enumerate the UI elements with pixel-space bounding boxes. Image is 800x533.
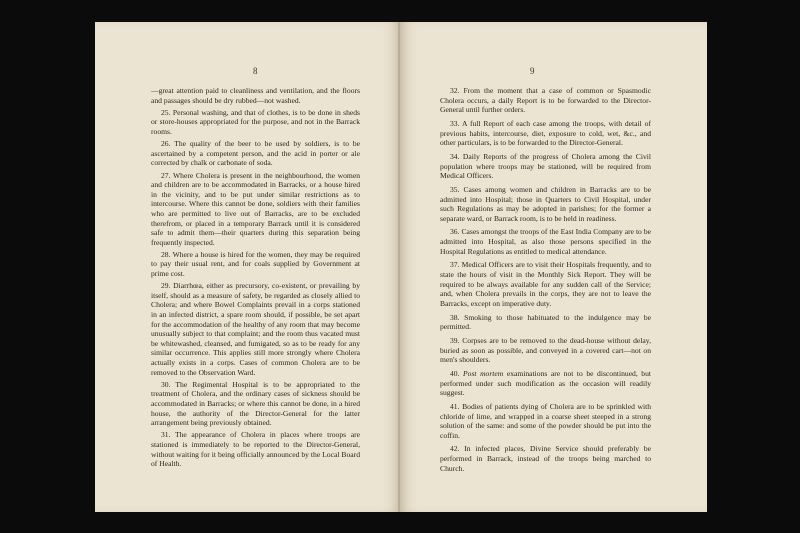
- left-paragraph: 26. The quality of the beer to be used by soldiers, is to be ascertained by a competent person, and the acid in porter or ale corrected by chalk or carbonate of soda.: [151, 139, 360, 168]
- post-mortem-italic: Post mortem: [463, 368, 504, 378]
- left-paragraph: 30. The Regimental Hospital is to be appropriated to the treatment of Cholera, and the ordinary cases of sickness should be accommodated in Barracks; or where this cannot be done, in a hired house, the authority of the Director-General for the latter arrangement being previously obtained.: [151, 379, 360, 428]
- left-paragraph: 27. Where Cholera is present in the neighbourhood, the women and children are to be accommodated in Barracks, or a house hired in the vicinity, and to be put under similar restrictions as to intercourse. Where this cannot be done, soldiers with their families who are permitted to live out of Barracks, are to be excluded therefrom, or placed in a temporary Barrack until it is considered safe to admit them—their quarters during this separation being frequently inspected.: [151, 170, 360, 247]
- right-paragraph: 39. Corpses are to be removed to the dead-house without delay, buried as soon as possible, and conveyed in a covered cart—not on men's shoulders.: [440, 335, 651, 365]
- right-paragraph: 35. Cases among women and children in Barracks are to be admitted into Hospital; those in Quarters to Civil Hospital, under such Regulations as may be adopted in parishes; for the former a separate ward, or Barrack room, is to be held in readiness.: [440, 184, 651, 223]
- right-paragraph: 38. Smoking to those habituated to the indulgence may be permitted.: [440, 312, 651, 332]
- para-40-number: 40.: [450, 368, 464, 378]
- right-page: [400, 22, 707, 512]
- right-paragraph: 41. Bodies of patients dying of Cholera are to be sprinkled with chloride of lime, and wrapped in a coarse sheet steeped in a strong solution of the same: and some of the powder should be put into the coffin.: [440, 401, 651, 440]
- left-paragraph: 28. Where a house is hired for the women, they may be required to pay their usual rent, and for coals supplied by Government at prime cost.: [151, 249, 360, 279]
- right-paragraph: 34. Daily Reports of the progress of Cholera among the Civil population where troops may be stationed, will be required from Medical Officers.: [440, 151, 651, 181]
- open-book: [95, 22, 707, 512]
- left-paragraph: 31. The appearance of Cholera in places where troops are stationed is immediately to be reported to the Director-General, without waiting for it being officially announced by the Local Board of Health.: [151, 430, 360, 469]
- right-page-number: 9: [530, 66, 535, 76]
- right-paragraph: 36. Cases amongst the troops of the East India Company are to be admitted into Hospital, as also those persons specified in the Hospital Regulations as entitled to medical attendance.: [440, 227, 651, 256]
- left-paragraph: —great attention paid to cleanliness and ventilation, and the floors and passages should be dry rubbed—not washed.: [151, 86, 360, 105]
- left-paragraph: 25. Personal washing, and that of clothes, is to be done in sheds or store-houses appropriated for the purpose, and not in the Barrack rooms.: [151, 107, 360, 136]
- left-page-number: 8: [253, 66, 258, 76]
- right-paragraph-40: [440, 369, 651, 398]
- right-paragraph: 42. In infected places, Divine Service should preferably be performed in Barrack, instead of the troops being marched to Church.: [440, 444, 651, 473]
- right-paragraph: 33. A full Report of each case among the troops, with detail of previous habits, intercourse, diet, exposure to cold, wet, &c., and other particulars, is to be forwarded to the Director-General.: [440, 118, 651, 148]
- para-40-text: examinations are not to be discontinued, but performed under such modification as the occasion will readily suggest.: [440, 368, 651, 398]
- left-paragraph: 29. Diarrhœa, either as precursory, co-existent, or prevailing by itself, should as a measure of safety, be regarded as closely allied to Cholera; and where Bowel Complaints prevail in a corps stationed in an infected district, a spare room should, if possible, be set apart for the accommodation of the healthy of any room that may become unusually subject to that complaint; and the room thus vacated must be whitewashed, cleansed, and fumigated, so as to be ready for any similar occurrence. This applies still more strongly where Cholera actually exists in a corps. Cases of common Cholera are to be removed to the Observation Ward.: [151, 281, 360, 377]
- left-page: [95, 22, 400, 512]
- right-paragraph: 32. From the moment that a case of common or Spasmodic Cholera occurs, a daily Report is to be forwarded to the Director-General until further orders.: [440, 86, 651, 115]
- right-paragraph: 37. Medical Officers are to visit their Hospitals frequently, and to state the hours of visit in the Monthly Sick Report. They will be required to be always available for any sudden call of the Service; and, when Cholera prevails in the corps, they are not to leave the Barracks, except on imperative duty.: [440, 260, 651, 308]
